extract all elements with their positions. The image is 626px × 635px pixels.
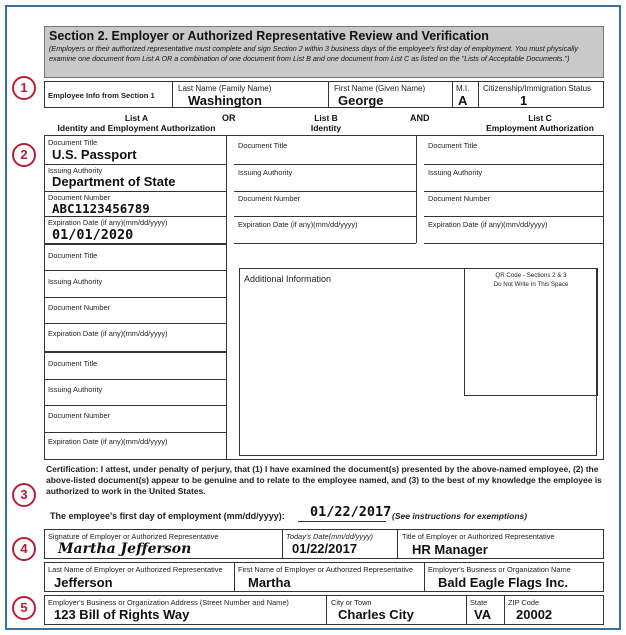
employee-last-name[interactable]: Washington (188, 93, 262, 108)
address-label: Employer's Business or Organization Address (Street Number and Name) (48, 598, 289, 607)
a3-number-label: Document Number (48, 411, 111, 420)
a2-issuing-label: Issuing Authority (48, 277, 103, 286)
employer-address[interactable]: 123 Bill of Rights Way (54, 607, 190, 622)
employee-citizenship[interactable]: 1 (520, 93, 528, 108)
c-issuing-label: Issuing Authority (428, 168, 483, 177)
section-instructions: (Employers or their authorized representative must complete and sign Section 2 within 3 business days of the employee's first day of employment. You must physically examine one document from List A OR a combination of one document from List B and one document from List C as listed on the "Lists of Acceptable Documents.") (49, 44, 578, 63)
c-title-label: Document Title (428, 141, 478, 150)
employer-last-name[interactable]: Jefferson (54, 575, 113, 590)
additional-information-label: Additional Information (244, 274, 332, 284)
a1-issuing-label: Issuing Authority (48, 166, 103, 175)
employer-title[interactable]: HR Manager (412, 542, 488, 557)
or-label: OR (222, 113, 236, 123)
step-marker-3: 3 (12, 483, 36, 507)
first-day-value[interactable]: 01/22/2017 (310, 504, 392, 520)
b-issuing-label: Issuing Authority (238, 168, 293, 177)
employer-zip[interactable]: 20002 (516, 607, 553, 622)
state-label: State (470, 598, 488, 607)
list-c-header: List C Employment Authorization (486, 113, 594, 133)
a1-document-title[interactable]: U.S. Passport (52, 147, 137, 162)
organization-name[interactable]: Bald Eagle Flags Inc. (438, 575, 569, 590)
a1-number-label: Document Number (48, 193, 111, 202)
todays-date-label: Today's Date(mm/dd/yyyy) (286, 532, 373, 541)
step-marker-1: 1 (12, 76, 36, 100)
a1-expiration-date[interactable]: 01/01/2020 (52, 227, 134, 243)
step-marker-2: 2 (12, 143, 36, 167)
qr-code-label: QR Code - Sections 2 & 3 Do Not Write In This Space (493, 272, 569, 288)
section-title: Section 2. Employer or Authorized Representative Review and Verification (49, 29, 489, 43)
city-label: City or Town (331, 598, 372, 607)
a1-expiration-label: Expiration Date (if any)(mm/dd/yyyy) (48, 218, 168, 227)
a3-issuing-label: Issuing Authority (48, 385, 103, 394)
b-number-label: Document Number (238, 194, 301, 203)
section-header (44, 26, 604, 78)
b-title-label: Document Title (238, 141, 288, 150)
first-name-label: First Name (Given Name) (334, 84, 426, 93)
employee-info-label: Employee Info from Section 1 (48, 91, 155, 100)
organization-label: Employer's Business or Organization Name (428, 565, 571, 574)
c-number-label: Document Number (428, 194, 491, 203)
signature-label: Signature of Employer or Authorized Representative (48, 532, 219, 541)
last-name-label: Last Name (Family Name) (178, 84, 272, 93)
a2-title-label: Document Title (48, 251, 98, 260)
a1-issuing-authority[interactable]: Department of State (52, 174, 176, 189)
first-day-label: The employee's first day of employment (mm/dd/yyyy): (50, 511, 285, 521)
employer-city[interactable]: Charles City (338, 607, 414, 622)
employee-mi[interactable]: A (458, 93, 468, 108)
list-a-header: List A Identity and Employment Authorization (57, 113, 216, 133)
employee-first-name[interactable]: George (338, 93, 384, 108)
employer-first-name[interactable]: Martha (248, 575, 291, 590)
todays-date[interactable]: 01/22/2017 (292, 541, 358, 556)
c-expiration-label: Expiration Date (if any)(mm/dd/yyyy) (428, 220, 548, 229)
a3-expiration-label: Expiration Date (if any)(mm/dd/yyyy) (48, 437, 168, 446)
step-marker-5: 5 (12, 596, 36, 620)
and-label: AND (410, 113, 430, 123)
a2-expiration-label: Expiration Date (if any)(mm/dd/yyyy) (48, 329, 168, 338)
employer-last-name-label: Last Name of Employer or Authorized Representative (48, 565, 223, 574)
a2-number-label: Document Number (48, 303, 111, 312)
a1-title-label: Document Title (48, 138, 98, 147)
a1-document-number[interactable]: ABC1123456789 (52, 201, 150, 216)
employer-signature[interactable]: Martha Jefferson (58, 541, 192, 557)
employer-state[interactable]: VA (474, 607, 492, 622)
employer-first-name-label: First Name of Employer or Authorized Representative (238, 565, 413, 574)
list-b-header: List B Identity (310, 113, 342, 133)
a3-title-label: Document Title (48, 359, 98, 368)
employer-title-label: Title of Employer or Authorized Representative (402, 532, 555, 541)
mi-label: M.I. (456, 84, 470, 93)
step-marker-4: 4 (12, 537, 36, 561)
zip-label: ZIP Code (508, 598, 540, 607)
certification-text: Certification: I attest, under penalty of perjury, that (1) I have examined the document(s) presented by the above-named employee, (2) the above-listed document(s) appear to be genuine and to relate to the employee named, and (3) to the best of my knowledge the employee is authorized to work in the United States. (46, 464, 602, 496)
b-expiration-label: Expiration Date (if any)(mm/dd/yyyy) (238, 220, 358, 229)
see-instructions-label: (See instructions for exemptions) (392, 511, 528, 521)
citizenship-label: Citizenship/Immigration Status (483, 84, 592, 93)
